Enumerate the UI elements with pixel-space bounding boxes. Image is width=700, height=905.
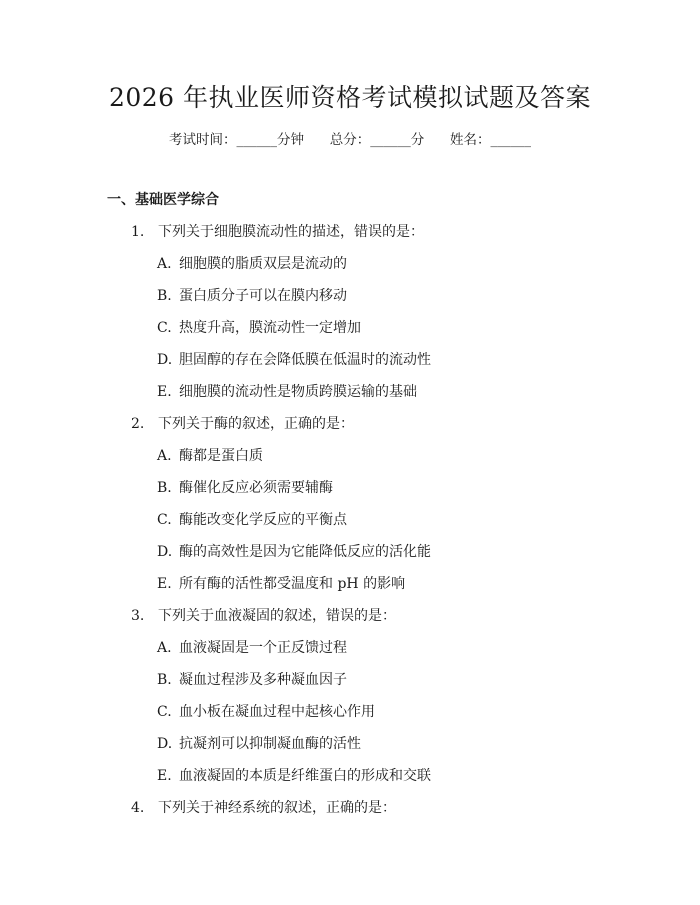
option-letter: B. bbox=[157, 672, 172, 688]
option-letter: D. bbox=[157, 352, 173, 368]
option-text: 血小板在凝血过程中起核心作用 bbox=[179, 704, 375, 720]
question-text: 下列关于酶的叙述，正确的是： bbox=[158, 416, 354, 432]
question-2-option-b bbox=[157, 477, 333, 499]
question-number: 3. bbox=[131, 608, 145, 624]
question-2-option-d bbox=[157, 541, 431, 563]
question-2-option-a bbox=[157, 445, 263, 467]
option-letter: A. bbox=[157, 640, 172, 656]
question-text: 下列关于血液凝固的叙述，错误的是： bbox=[158, 608, 396, 624]
page-title: 2026 年执业医师资格考试模拟试题及答案 bbox=[108, 83, 592, 112]
question-1 bbox=[131, 221, 424, 243]
question-3-option-c bbox=[157, 701, 375, 723]
option-text: 血液凝固是一个正反馈过程 bbox=[179, 640, 347, 656]
option-letter: D. bbox=[157, 544, 173, 560]
exam-info-line: 考试时间：______分钟 总分：______分 姓名：______ bbox=[169, 132, 531, 148]
option-letter: C. bbox=[157, 704, 172, 720]
question-number: 4. bbox=[131, 800, 145, 816]
option-text: 酶能改变化学反应的平衡点 bbox=[179, 512, 347, 528]
question-1-option-d bbox=[157, 349, 431, 371]
option-text: 酶都是蛋白质 bbox=[179, 448, 263, 464]
option-letter: C. bbox=[157, 512, 172, 528]
question-3 bbox=[131, 605, 396, 627]
question-4 bbox=[131, 797, 396, 819]
option-letter: B. bbox=[157, 288, 172, 304]
option-text: 酶催化反应必须需要辅酶 bbox=[179, 480, 333, 496]
question-2-option-e bbox=[157, 573, 405, 595]
question-1-option-c bbox=[157, 317, 361, 339]
question-2-option-c bbox=[157, 509, 347, 531]
section-heading: 一、基础医学综合 bbox=[107, 192, 219, 208]
option-text: 热度升高，膜流动性一定增加 bbox=[179, 320, 361, 336]
question-1-option-e bbox=[157, 381, 417, 403]
option-letter: E. bbox=[157, 384, 172, 400]
option-text: 细胞膜的流动性是物质跨膜运输的基础 bbox=[179, 384, 417, 400]
option-letter: E. bbox=[157, 768, 172, 784]
question-3-option-a bbox=[157, 637, 347, 659]
question-text: 下列关于细胞膜流动性的描述，错误的是： bbox=[158, 224, 424, 240]
question-text: 下列关于神经系统的叙述，正确的是： bbox=[158, 800, 396, 816]
option-text: 所有酶的活性都受温度和 pH 的影响 bbox=[179, 576, 406, 592]
question-2 bbox=[131, 413, 354, 435]
question-1-option-b bbox=[157, 285, 347, 307]
option-text: 细胞膜的脂质双层是流动的 bbox=[179, 256, 347, 272]
question-number: 1. bbox=[131, 224, 145, 240]
option-letter: E. bbox=[157, 576, 172, 592]
option-text: 抗凝剂可以抑制凝血酶的活性 bbox=[179, 736, 361, 752]
option-text: 凝血过程涉及多种凝血因子 bbox=[179, 672, 347, 688]
option-text: 胆固醇的存在会降低膜在低温时的流动性 bbox=[179, 352, 431, 368]
option-letter: D. bbox=[157, 736, 173, 752]
option-text: 蛋白质分子可以在膜内移动 bbox=[179, 288, 347, 304]
question-number: 2. bbox=[131, 416, 145, 432]
question-3-option-d bbox=[157, 733, 361, 755]
question-1-option-a bbox=[157, 253, 347, 275]
option-letter: B. bbox=[157, 480, 172, 496]
option-letter: C. bbox=[157, 320, 172, 336]
option-text: 酶的高效性是因为它能降低反应的活化能 bbox=[179, 544, 431, 560]
question-3-option-e bbox=[157, 765, 431, 787]
question-3-option-b bbox=[157, 669, 347, 691]
option-letter: A. bbox=[157, 448, 172, 464]
option-text: 血液凝固的本质是纤维蛋白的形成和交联 bbox=[179, 768, 431, 784]
option-letter: A. bbox=[157, 256, 172, 272]
